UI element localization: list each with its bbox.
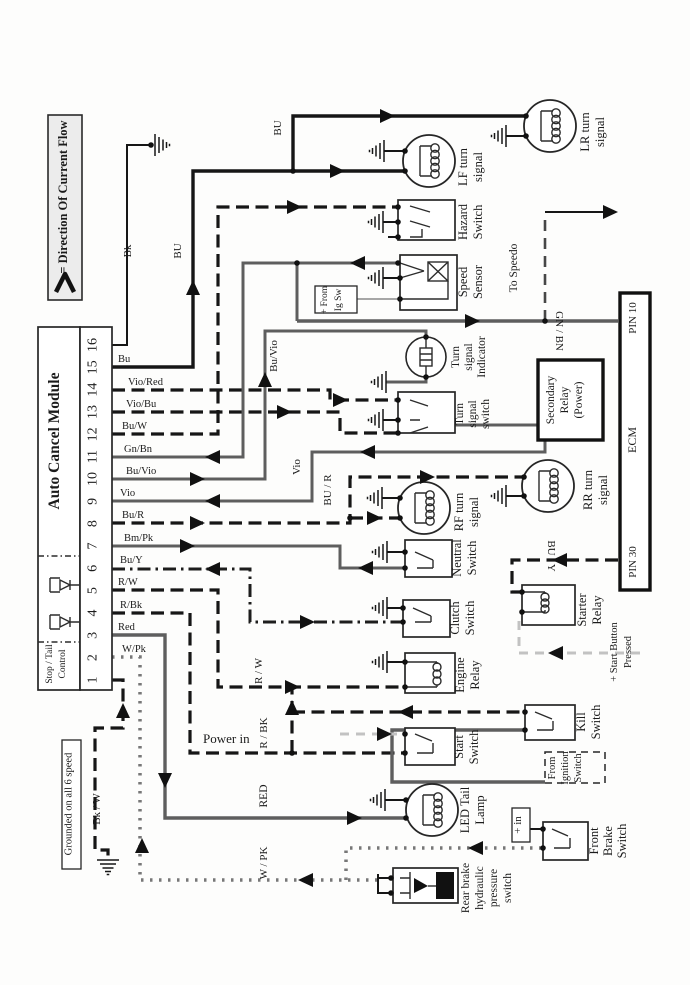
label-components-secondary-0: Secondary (545, 375, 557, 425)
label-components-kill-0: Kill (574, 712, 588, 732)
label-module-sub-1: Control (58, 649, 68, 679)
junction-dot (400, 605, 406, 611)
wire-vio-bu (112, 412, 398, 433)
label-components-secondary-2: (Power) (573, 381, 585, 419)
junction-dot (290, 168, 296, 174)
junction-dot (395, 204, 401, 210)
label-components-lr-1: signal (593, 117, 607, 147)
junction-dot (519, 609, 525, 615)
label-wires-p10: Bu/Vio (126, 466, 157, 477)
label-module-sub-0: Stop / Tail (45, 644, 55, 684)
junction-dot (395, 234, 401, 240)
label-components-from_ig_sw-1: Ig Sw (334, 288, 344, 312)
starter-relay (522, 585, 575, 625)
label-components-rf-0: RF turn (452, 492, 466, 532)
label-components-lf-0: LF turn (456, 148, 470, 186)
junction-dot (289, 709, 295, 715)
label-components-speed-1: Sensor (471, 264, 485, 300)
ground-icon (373, 651, 406, 673)
ground-icon (97, 860, 119, 875)
ground-icon (369, 267, 401, 289)
label-components-speed-0: Speed (456, 266, 470, 298)
label-components-ecm-pin30: PIN 30 (627, 546, 639, 578)
label-components-grounded: Grounded on all 6 speed (63, 752, 75, 856)
junction-dot (402, 750, 408, 756)
label-wires-p9: Vio (120, 488, 136, 499)
label-components-rr-1: signal (596, 475, 610, 505)
label-components-from_ig_sw-0: + From (320, 285, 330, 315)
label-components-front_brake-1: Brake (601, 826, 615, 856)
clutch-switch (403, 600, 450, 637)
module-pin-2: 2 (85, 654, 101, 662)
ground-icon (370, 140, 406, 162)
junction-dot (388, 890, 394, 896)
label-components-engine-0: Engine (453, 657, 467, 693)
label-wires-vio_v: Vio (291, 459, 303, 475)
label-components-start-0: Start (452, 735, 466, 759)
label-components-ecm-name: ECM (625, 426, 639, 454)
ground-icon (369, 211, 399, 233)
label-components-start_btn-0: + Start Button (609, 622, 620, 682)
junction-dot (395, 417, 401, 423)
rf-turn-signal-bulb (398, 482, 450, 534)
label-components-clutch-1: Switch (463, 600, 477, 636)
junction-dot (395, 260, 401, 266)
label-wires-bu_b: BU (272, 120, 284, 136)
junction-dot (395, 430, 401, 436)
engine-relay (405, 653, 455, 693)
junction-dot (402, 731, 408, 737)
junction-dot (148, 142, 154, 148)
label-wires-power_in: Power in (203, 731, 250, 746)
wire-bu-main (112, 171, 405, 367)
module-pin-6: 6 (85, 564, 101, 572)
label-wires-p11: Gn/Bn (124, 444, 153, 455)
ground-icon (492, 125, 527, 147)
label-components-indicator-0: Turn (450, 346, 462, 368)
label-components-plus_in: + in (512, 816, 524, 834)
junction-dot (522, 709, 528, 715)
speed-sensor (400, 255, 457, 310)
junction-dot (522, 727, 528, 733)
neutral-switch (405, 540, 452, 577)
rear-brake-pressure-switch (393, 868, 458, 903)
junction-dots (148, 113, 548, 896)
module-pin-1: 1 (85, 676, 101, 684)
label-components-rear_brake-1: hydraulic (474, 866, 486, 910)
module-pin-13: 13 (85, 405, 101, 420)
ground-icon (372, 371, 387, 393)
label-module-title: Auto Cancel Module (46, 372, 63, 510)
junction-dot (397, 296, 403, 302)
module-pin-9: 9 (85, 497, 101, 505)
label-wires-p14: Vio/Red (128, 377, 163, 388)
label-wires-p2: W/Pk (122, 644, 146, 655)
label-components-tss-2: switch (480, 398, 492, 430)
junction-dot (521, 474, 527, 480)
turn-signal-indicator-bulb (406, 337, 446, 377)
junction-dot (395, 397, 401, 403)
label-components-lf-1: signal (471, 152, 485, 182)
module-pin-7: 7 (85, 542, 101, 550)
label-wires-p4: R/Bk (120, 600, 143, 611)
label-components-engine-1: Relay (468, 660, 482, 690)
junction-dot (402, 148, 408, 154)
pressure-switch-icon (436, 872, 454, 899)
label-components-start-1: Switch (467, 729, 481, 765)
label-wires-red_v: RED (258, 784, 270, 808)
label-components-neutral-1: Switch (465, 540, 479, 576)
label-components-rear_brake-3: switch (502, 872, 514, 904)
label-wires-bk_w_v: Bk / W (91, 793, 103, 825)
front-brake-switch (543, 822, 588, 860)
junction-dot (397, 275, 403, 281)
junction-dot (521, 493, 527, 499)
ground-icon (492, 485, 525, 507)
label-components-secondary-1: Relay (559, 386, 571, 414)
ground-icon (371, 789, 407, 811)
junction-dot (397, 495, 403, 501)
label-components-front_brake-0: Front (587, 827, 601, 855)
label-wires-p7: Bm/Pk (124, 533, 154, 544)
label-wires-bu_r_v: BU / R (322, 474, 334, 506)
junction-dot (402, 549, 408, 555)
label-components-rear_brake-0: Rear brake (460, 862, 472, 914)
label-wires-p6: Bu/Y (120, 555, 143, 566)
ground-icon (369, 409, 399, 431)
module-pin-12: 12 (85, 427, 101, 442)
module-pin-3: 3 (85, 631, 101, 639)
label-components-ecm-pin10: PIN 10 (627, 302, 639, 334)
junction-dot (403, 797, 409, 803)
label-components-from_ign-2: Switch (573, 753, 584, 783)
junction-dot (423, 374, 429, 380)
junction-dot (402, 565, 408, 571)
junction-dot (542, 318, 548, 324)
junction-dot (289, 684, 295, 690)
module-pin-15: 15 (85, 360, 101, 375)
label-components-starter-0: Starter (575, 593, 589, 627)
junction-dot (402, 684, 408, 690)
label-components-hazard-0: Hazard (456, 203, 470, 241)
label-wires-p8: Bu/R (122, 510, 145, 521)
label-components-hazard-1: Switch (471, 204, 485, 240)
junction-dot (397, 515, 403, 521)
junction-dot (523, 133, 529, 139)
junction-dot (294, 260, 300, 266)
module-pin-5: 5 (85, 587, 101, 595)
junction-dot (403, 815, 409, 821)
wire-bk-w (95, 680, 123, 857)
ground-icon (373, 597, 404, 619)
lr-turn-signal-bulb (524, 100, 576, 152)
junction-dot (400, 619, 406, 625)
junction-dot (395, 219, 401, 225)
wire-indicator-gnd (386, 377, 426, 382)
label-wires-to_speedo: To Speedo (508, 243, 520, 293)
label-wires-bu_y_e: BU / Y (545, 540, 557, 572)
kill-switch (525, 705, 575, 740)
label-components-neutral-0: Neutral (450, 539, 464, 577)
label-wires-bk: Bk (122, 244, 134, 258)
label-components-starter-1: Relay (590, 595, 604, 625)
junction-dot (402, 659, 408, 665)
module-pin-8: 8 (85, 520, 101, 528)
label-wires-bu_vio_v: Bu/Vio (268, 340, 280, 372)
junction-dot (289, 750, 295, 756)
junction-dot (523, 113, 529, 119)
label-wires-p13: Vio/Bu (126, 399, 157, 410)
hazard-switch (398, 200, 455, 240)
led-tail-lamp-bulb (406, 784, 458, 836)
label-wires-bu_a: BU (172, 243, 184, 259)
ground-icon (368, 487, 401, 509)
label-components-tss-0: Turn (454, 403, 466, 425)
label-components-indicator-1: signal (463, 343, 475, 371)
label-components-rr-0: RR turn (581, 470, 595, 510)
junction-dot (519, 589, 525, 595)
label-wires-p12: Bu/W (122, 421, 148, 432)
junction-dot (423, 334, 429, 340)
wire-w-pk (112, 657, 378, 880)
label-wires-r_w_v: R / W (253, 657, 265, 685)
module-pin-4: 4 (85, 609, 101, 617)
wire-bm-pk (112, 546, 405, 568)
label-wires-p15: Bu (118, 354, 131, 365)
label-wires-gn_bn: GN / BN (553, 311, 565, 351)
module-pin-14: 14 (85, 382, 101, 397)
label-wires-p5: R/W (118, 577, 138, 588)
ground-icon (373, 541, 406, 563)
module-pin-16: 16 (85, 338, 101, 353)
label-components-from_ign-0: From (547, 756, 558, 780)
lf-turn-signal-bulb (403, 135, 455, 187)
label-legend-text: = Direction Of Current Flow (56, 120, 70, 274)
junction-dot (388, 875, 394, 881)
label-components-tss-1: signal (467, 400, 479, 428)
ground-icon (155, 134, 170, 156)
label-components-led-0: LED Tail (458, 786, 472, 834)
label-components-kill-1: Switch (589, 704, 603, 740)
label-wires-p3: Red (118, 622, 135, 633)
label-components-from_ign-1: Ignition (560, 751, 571, 785)
label-components-rf-1: signal (467, 497, 481, 527)
rr-turn-signal-bulb (522, 460, 574, 512)
junction-dot (347, 515, 353, 521)
label-components-rear_brake-2: pressure (488, 868, 500, 908)
label-components-front_brake-2: Switch (615, 823, 629, 859)
label-wires-r_bk_v: R / BK (258, 717, 270, 749)
label-components-lr-0: LR turn (578, 112, 592, 152)
module-pin-10: 10 (85, 472, 101, 487)
label-wires-w_pk_v: W / PK (258, 846, 270, 880)
label-components-indicator-2: Indicator (476, 336, 488, 378)
turn-signal-switch (398, 392, 455, 433)
label-components-clutch-0: Clutch (448, 601, 462, 635)
label-components-led-1: Lamp (473, 795, 487, 825)
junction-dot (540, 845, 546, 851)
junction-dot (402, 168, 408, 174)
start-switch (405, 728, 455, 765)
label-components-start_btn-1: Pressed (623, 635, 634, 669)
module-pin-11: 11 (85, 449, 101, 464)
junction-dot (540, 826, 546, 832)
